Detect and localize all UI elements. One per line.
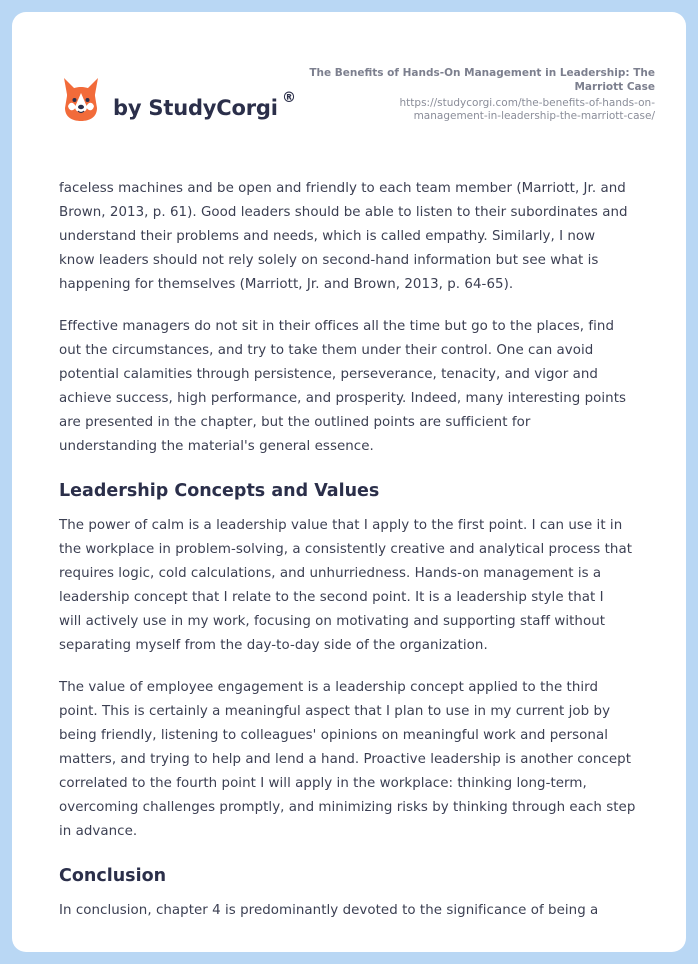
document-page bbox=[12, 12, 686, 952]
section-heading: Conclusion bbox=[59, 866, 167, 886]
corgi-logo-icon bbox=[60, 76, 102, 122]
studycorgi-logo[interactable] bbox=[60, 76, 310, 126]
document-title: The Benefits of Hands-On Management in Leadership: The Marriott Case bbox=[309, 67, 655, 93]
document-content bbox=[59, 177, 655, 941]
document-meta bbox=[295, 66, 655, 123]
section-heading: Leadership Concepts and Values bbox=[59, 481, 380, 501]
registered-mark: ® bbox=[282, 90, 296, 106]
paragraph: The value of employee engagement is a leadership concept applied to the third point. This is certainly a meaningful aspect that I plan to use in my current job by being friendly, listening to colleagues' opinions on meaningful work and personal matters, and trying to help and lend a hand. Proactive leadership is another concept correlated to the fourth point I will apply in the workplace: thinking long-term, overcoming challenges promptly, and minimizing risks by thinking through each step in advance. bbox=[59, 680, 636, 839]
paragraph: The power of calm is a leadership value that I apply to the first point. I can use it in the workplace in problem-solving, a consistently creative and analytical process that requires logic, cold calculations, and unhurriedness. Hands-on management is a leadership concept that I relate to the second point. It is a leadership style that I will actively use in my work, focusing on motivating and supporting staff without separating myself from the day-to-day side of the organization. bbox=[59, 518, 633, 653]
paragraph: In conclusion, chapter 4 is predominantly devoted to the significance of being a bbox=[59, 903, 599, 918]
page-header bbox=[12, 12, 686, 142]
document-url[interactable]: https://studycorgi.com/the-benefits-of-hands-on- management-in-leadership-the-marriott-case/ bbox=[399, 97, 655, 122]
paragraph: Effective managers do not sit in their offices all the time but go to the places, find out the circumstances, and try to take them under their control. One can avoid potential calamities through persistence, perseverance, tenacity, and vigor and achieve success, high performance, and prosperity. Indeed, many interesting points are presented in the chapter, but the outlined points are sufficient for understanding the material's general essence. bbox=[59, 319, 627, 454]
brand-name: by StudyCorgi bbox=[113, 96, 278, 120]
paragraph: faceless machines and be open and friendly to each team member (Marriott, Jr. and Brown, 2013, p. 61). Good leaders should be able to listen to their subordinates and understand their problems and needs, which is called empathy. Similarly, I now know leaders should not rely solely on second-hand information but see what is happening for themselves (Marriott, Jr. and Brown, 2013, p. 64-65). bbox=[59, 181, 628, 292]
